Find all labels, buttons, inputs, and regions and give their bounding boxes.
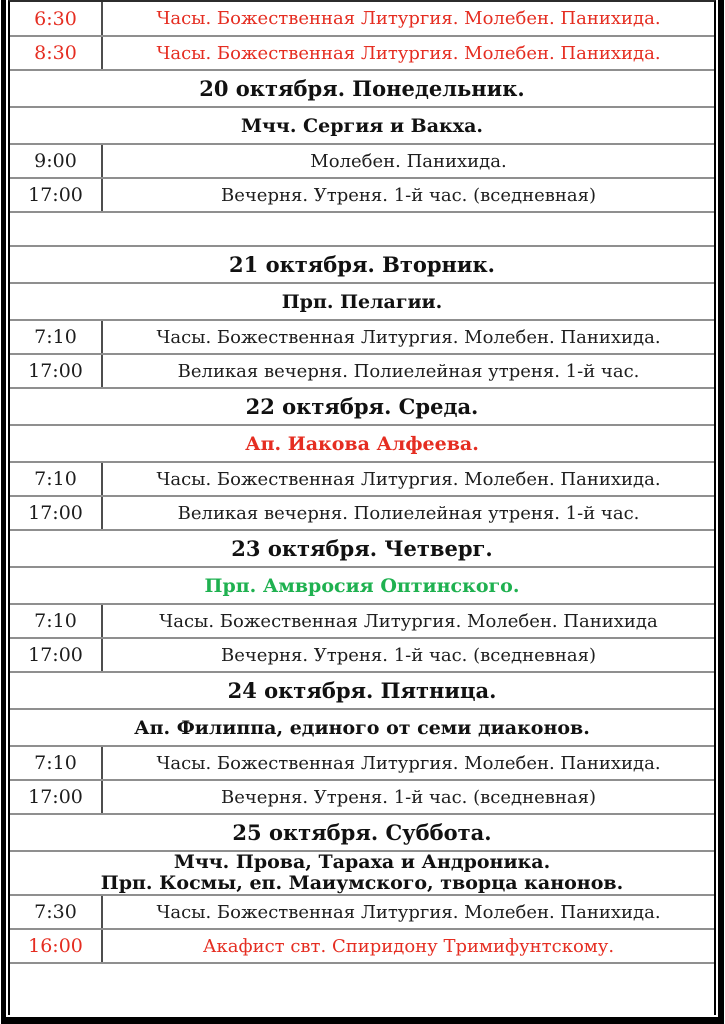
day-header-row — [10, 814, 714, 851]
time-cell: 17:00 — [10, 354, 102, 388]
time-cell: 7:10 — [10, 462, 102, 496]
time-cell: 7:10 — [10, 604, 102, 638]
day-header-row — [10, 246, 714, 283]
service-cell: Великая вечерня. Полиелейная утреня. 1-й час. — [102, 354, 714, 388]
time-cell: 6:30 — [10, 2, 102, 36]
service-row — [10, 178, 714, 212]
service-row — [10, 36, 714, 70]
service-cell: Часы. Божественная Литургия. Молебен. Панихида. — [102, 320, 714, 354]
service-row — [10, 462, 714, 496]
feast-cell: Прп. Амвросия Оптинского. — [10, 567, 714, 604]
feast-row — [10, 283, 714, 320]
time-cell: 7:30 — [10, 895, 102, 929]
feast-row — [10, 709, 714, 746]
feast-cell — [10, 851, 714, 895]
service-row — [10, 604, 714, 638]
day-header-row — [10, 530, 714, 567]
schedule-table — [10, 2, 714, 964]
service-cell: Часы. Божественная Литургия. Молебен. Панихида. — [102, 36, 714, 70]
day-header-cell: 22 октября. Среда. — [10, 388, 714, 425]
service-row — [10, 2, 714, 36]
service-row — [10, 746, 714, 780]
service-cell: Акафист свт. Спиридону Тримифунтскому. — [102, 929, 714, 963]
service-cell: Вечерня. Утреня. 1-й час. (вседневная) — [102, 780, 714, 814]
time-cell: 17:00 — [10, 638, 102, 672]
day-header-row — [10, 388, 714, 425]
service-cell: Великая вечерня. Полиелейная утреня. 1-й час. — [102, 496, 714, 530]
day-header-cell: 20 октября. Понедельник. — [10, 70, 714, 107]
schedule-rows — [10, 2, 714, 963]
time-cell: 17:00 — [10, 496, 102, 530]
day-header-cell: 24 октября. Пятница. — [10, 672, 714, 709]
service-row — [10, 895, 714, 929]
feast-row — [10, 425, 714, 462]
service-row — [10, 354, 714, 388]
day-header-cell: 23 октября. Четверг. — [10, 530, 714, 567]
day-header-cell: 21 октября. Вторник. — [10, 246, 714, 283]
feast-line: Мчч. Прова, Тараха и Андроника. — [173, 851, 551, 873]
feast-line: Прп. Космы, еп. Маиумского, творца канонов. — [100, 872, 624, 894]
service-cell: Часы. Божественная Литургия. Молебен. Панихида. — [102, 895, 714, 929]
feast-row — [10, 107, 714, 144]
service-cell: Часы. Божественная Литургия. Молебен. Панихида. — [102, 746, 714, 780]
time-cell: 9:00 — [10, 144, 102, 178]
service-row — [10, 638, 714, 672]
time-cell: 7:10 — [10, 746, 102, 780]
feast-cell: Ап. Иакова Алфеева. — [10, 425, 714, 462]
service-cell: Часы. Божественная Литургия. Молебен. Панихида. — [102, 462, 714, 496]
feast-row — [10, 567, 714, 604]
service-cell: Вечерня. Утреня. 1-й час. (вседневная) — [102, 178, 714, 212]
service-cell: Молебен. Панихида. — [102, 144, 714, 178]
feast-cell: Ап. Филиппа, единого от семи диаконов. — [10, 709, 714, 746]
feast-row — [10, 851, 714, 895]
service-row — [10, 780, 714, 814]
empty-cell — [10, 212, 714, 246]
spacer-row — [10, 212, 714, 246]
service-row — [10, 496, 714, 530]
service-cell: Часы. Божественная Литургия. Молебен. Панихида — [102, 604, 714, 638]
table-inner-frame — [8, 0, 716, 1015]
table-outer-frame — [1, 0, 724, 1024]
time-cell: 16:00 — [10, 929, 102, 963]
day-header-row — [10, 70, 714, 107]
day-header-cell: 25 октября. Суббота. — [10, 814, 714, 851]
time-cell: 8:30 — [10, 36, 102, 70]
time-cell: 17:00 — [10, 178, 102, 212]
feast-cell: Мчч. Сергия и Вакха. — [10, 107, 714, 144]
time-cell: 7:10 — [10, 320, 102, 354]
time-cell: 17:00 — [10, 780, 102, 814]
service-cell: Вечерня. Утреня. 1-й час. (вседневная) — [102, 638, 714, 672]
service-row — [10, 320, 714, 354]
feast-cell: Прп. Пелагии. — [10, 283, 714, 320]
day-header-row — [10, 672, 714, 709]
service-cell: Часы. Божественная Литургия. Молебен. Панихида. — [102, 2, 714, 36]
service-row — [10, 929, 714, 963]
service-row — [10, 144, 714, 178]
